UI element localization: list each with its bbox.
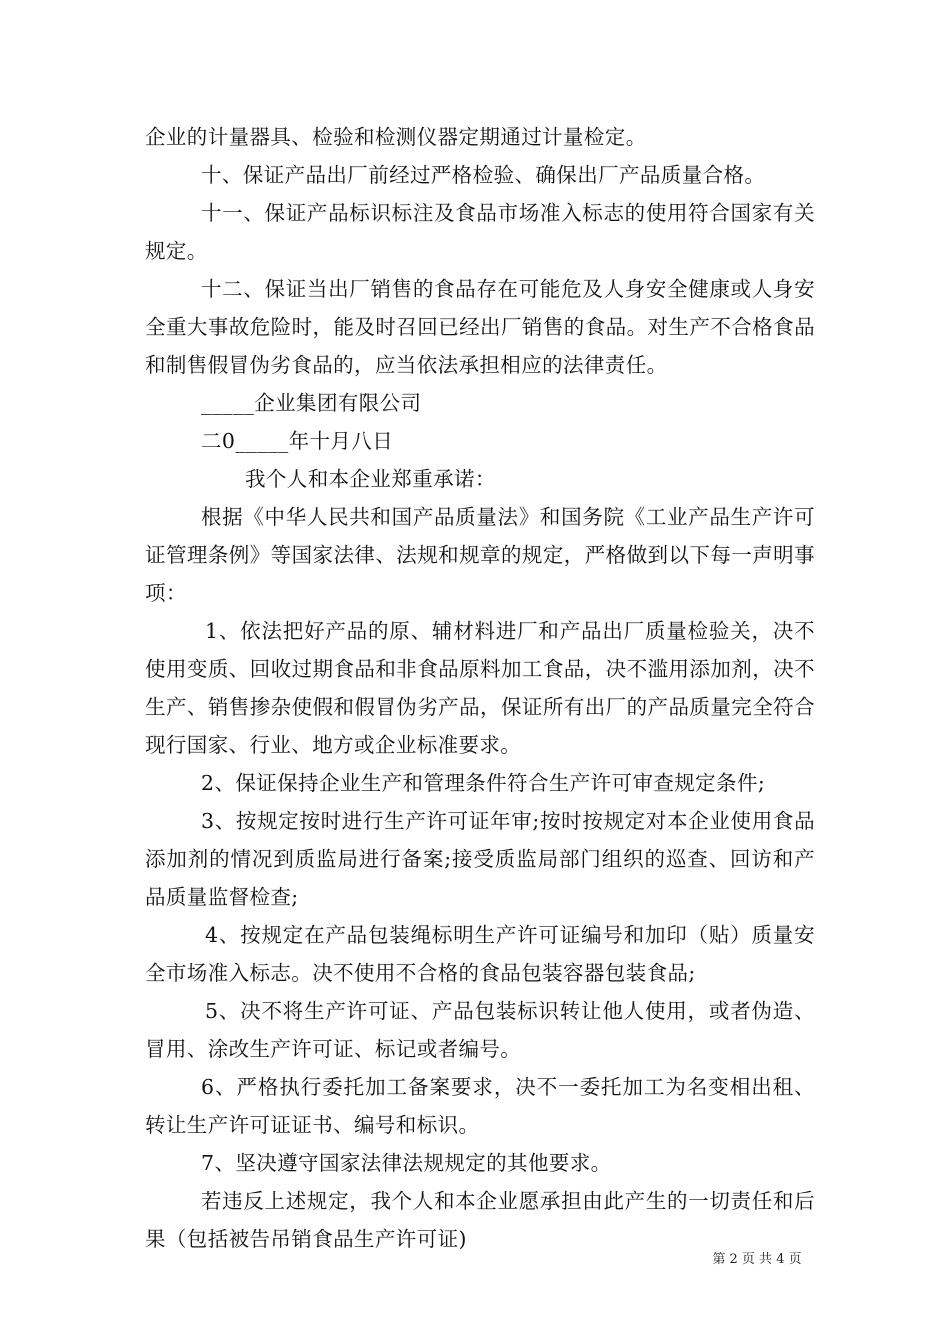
- page-number: 第 2 页 共 4 页: [712, 1252, 802, 1267]
- commitment-item-5: 5、决不将生产许可证、产品包装标识转让他人使用，或者伪造、冒用、涂改生产许可证、标记或者编号。: [145, 999, 815, 1061]
- commitment-item-3: 3、按规定按时进行生产许可证年审;按时按规定对本企业使用食品添加剂的情况到质监局进行备案;接受质监局部门组织的巡查、回访和产品质量监督检查;: [145, 809, 815, 909]
- company-signature: _____企业集团有限公司: [201, 391, 422, 415]
- commitment-item-7: 7、坚决遵守国家法律法规规定的其他要求。: [201, 1151, 612, 1175]
- commitment-item-2: 2、保证保持企业生产和管理条件符合生产许可审查规定条件;: [201, 771, 766, 795]
- commitment-intro: 根据《中华人民共和国产品质量法》和国务院《工业产品生产许可证管理条例》等国家法律、法规和规章的规定，严格做到以下每一声明事项：: [145, 505, 815, 605]
- paragraph-item-12: 十二、保证当出厂销售的食品存在可能危及人身安全健康或人身安全重大事故危险时，能及时召回已经出厂销售的食品。对生产不合格食品和制售假冒伪劣食品的，应当依法承担相应的法律责任。: [145, 277, 815, 377]
- commitment-item-4: 4、按规定在产品包装绳标明生产许可证编号和加印（贴）质量安全市场准入标志。决不使用不合格的食品包装容器包装食品;: [145, 923, 815, 985]
- paragraph-metering: 企业的计量器具、检验和检测仪器定期通过计量检定。: [145, 125, 647, 149]
- commitment-heading: 我个人和本企业郑重承诺：: [245, 467, 496, 491]
- document-body: [145, 118, 815, 1258]
- commitment-item-1: 1、依法把好产品的原、辅材料进厂和产品出厂质量检验关，决不使用变质、回收过期食品和非食品原料加工食品，决不滥用添加剂，决不生产、销售掺杂使假和假冒伪劣产品，保证所有出厂的产品质量完全符合现行国家、行业、地方或企业标准要求。: [145, 619, 815, 757]
- page-footer: [0, 1248, 950, 1267]
- paragraph-item-11: 十一、保证产品标识标注及食品市场准入标志的使用符合国家有关规定。: [145, 201, 815, 263]
- paragraph-item-10: 十、保证产品出厂前经过严格检验、确保出厂产品质量合格。: [201, 163, 766, 187]
- signature-date: 二0_____年十月八日: [201, 429, 394, 453]
- commitment-item-6: 6、严格执行委托加工备案要求，决不一委托加工为名变相出租、转让生产许可证证书、编号和标识。: [145, 1075, 815, 1137]
- commitment-closing: 若违反上述规定，我个人和本企业愿承担由此产生的一切责任和后果（包括被告吊销食品生产许可证): [145, 1189, 815, 1251]
